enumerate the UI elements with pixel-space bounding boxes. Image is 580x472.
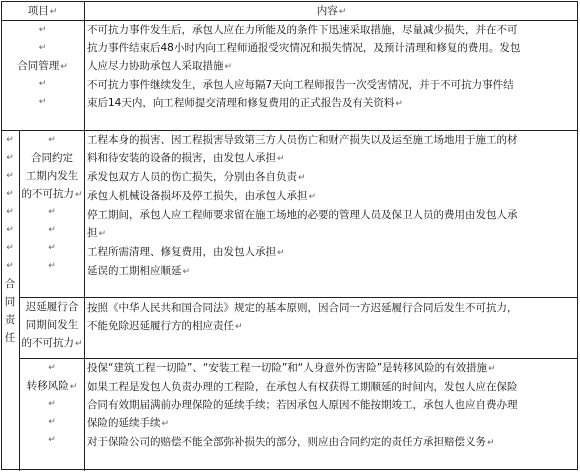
row4-content [87, 359, 577, 452]
paragraph-mark-icon: ↵ [161, 419, 170, 429]
paragraph-mark-icon: ↵ [224, 62, 233, 72]
content-line: 不可抗力事件继续发生，承包人应每隔7天向工程师报告一次受害情况，并于不可抗力事件结 [87, 79, 514, 91]
paragraph-mark-icon: ↵ [38, 97, 47, 107]
paragraph-mark-icon: ↵ [98, 229, 107, 239]
paragraph-mark-icon: ↵ [48, 261, 56, 271]
paragraph-mark-icon: ↵ [488, 364, 496, 374]
column-divider [84, 1, 85, 471]
paragraph-mark-icon: ↵ [48, 135, 56, 145]
row3-label-column [20, 298, 84, 352]
paragraph-mark-icon: ↵ [395, 99, 403, 109]
paragraph-mark-icon: ↵ [48, 399, 56, 409]
paragraph-mark-icon: ↵ [48, 435, 56, 445]
group-label-char: 同 [4, 296, 16, 308]
paragraph-mark-icon: ↵ [6, 171, 14, 181]
row2-content [87, 131, 577, 281]
group-label-column [1, 131, 19, 347]
paragraph-mark-icon: ↵ [74, 339, 83, 349]
paragraph-mark-icon: ↵ [74, 190, 83, 200]
content-line: 延误的工期相应顺延↵ [87, 265, 191, 277]
row1-label: 合同管理↵ [17, 60, 68, 72]
row2-label-line: 的不可抗力↵ [21, 188, 83, 200]
paragraph-mark-icon: ↵ [235, 322, 243, 332]
row3-label-line: 的不可抗力↵ [21, 337, 83, 349]
paragraph-mark-icon: ↵ [6, 153, 14, 163]
paragraph-mark-icon: ↵ [182, 267, 191, 277]
row2-label-column [20, 131, 84, 275]
paragraph-mark-icon: ↵ [48, 363, 56, 373]
content-line: 停工期间，承包人应工程师要求留在施工场地的必要的管理人员及保卫人员的费用由发包人承 [87, 209, 518, 221]
group-label-char: 任 [4, 332, 16, 344]
paragraph-mark-icon: ↵ [6, 225, 14, 235]
group-label-char: 责 [4, 314, 16, 326]
paragraph-mark-icon: ↵ [48, 225, 56, 235]
paragraph-mark-icon: ↵ [298, 173, 306, 183]
paragraph-mark-icon: ↵ [6, 189, 14, 199]
content-line: 投保“建筑工程一切险”、“安装工程一切险”和“人身意外伤害险”是转移风险的有效措施↵ [87, 362, 496, 374]
row3-label-line: 同期间发生 [25, 319, 79, 331]
paragraph-mark-icon: ↵ [277, 248, 285, 258]
content-line: 按照《中华人民共和国合同法》规定的基本原则，因合同一方迟延履行合同后发生不可抗力， [87, 302, 518, 314]
content-line: 保险的延续手续↵ [87, 417, 170, 429]
content-line: 对于保险公司的赔偿不能全部弥补损失的部分，则应由合同约定的责任方承担赔偿义务↵ [87, 436, 495, 448]
paragraph-mark-icon: ↵ [308, 192, 317, 202]
paragraph-mark-icon: ↵ [6, 207, 14, 217]
paragraph-mark-icon: ↵ [69, 382, 78, 392]
content-line: 工程所需清理、修复费用，由发包人承担↵ [87, 246, 285, 258]
content-line: 抗力事件结束后48小时内向工程师通报受灾情况和损失情况，及预计清理和修复的费用。发包 [87, 42, 521, 54]
row4-label-column [20, 359, 84, 449]
content-line: 如果工程是发包人负责办理的工程险，在承包人有权获得工期顺延的时间内，发包人应在保险 [87, 381, 518, 393]
content-line: 束后14天内，向工程师提交清理和修复费用的正式报告及有关资料↵ [87, 97, 403, 109]
paragraph-mark-icon: ↵ [38, 43, 47, 53]
header-item: 项目↵ [27, 5, 58, 17]
paragraph-mark-icon: ↵ [487, 438, 495, 448]
paragraph-mark-icon: ↵ [48, 243, 56, 253]
paragraph-mark-icon: ↵ [60, 62, 68, 72]
row1-content [87, 21, 577, 113]
content-line: 承包人机械设备损坏及停工损失，由承包人承担↵ [87, 190, 317, 202]
content-line: 合同有效期届满前办理保险的延续手续；若因承包人原因不能按期竣工，承包人也应自费办理 [87, 399, 518, 411]
paragraph-mark-icon: ↵ [48, 207, 56, 217]
content-line: 人应尽力协助承包人采取措施↵ [87, 60, 233, 72]
content-line: 不能免除迟延履行方的相应责任↵ [87, 320, 243, 332]
content-line: 工程本身的损害、因工程损害导致第三方人员伤亡和财产损失以及运至施工场地用于施工的材 [87, 134, 518, 146]
content-line: 承发包双方人员的伤亡损失，分别由各自负责↵ [87, 171, 306, 183]
paragraph-mark-icon: ↵ [6, 135, 14, 145]
paragraph-mark-icon: ↵ [338, 7, 347, 17]
paragraph-mark-icon: ↵ [6, 243, 14, 253]
paragraph-mark-icon: ↵ [48, 417, 56, 427]
row2-label-line: 工期内发生 [25, 170, 79, 182]
content-line: 不可抗力事件发生后，承包人应在力所能及的条件下迅速采取措施，尽量减少损失，并在不可 [87, 24, 518, 36]
group-label-char: 合 [4, 278, 16, 290]
header-content: 内容↵ [316, 5, 347, 17]
paragraph-mark-icon: ↵ [38, 79, 47, 89]
row2-label-line: 合同约定 [31, 152, 73, 164]
content-line: 料和待安装的设备的损害，由发包人承担↵ [87, 152, 285, 164]
paragraph-mark-icon: ↵ [49, 7, 58, 17]
row4-label: 转移风险↵ [26, 380, 78, 392]
content-line: 担↵ [87, 227, 107, 239]
row3-content [87, 299, 577, 336]
paragraph-mark-icon: ↵ [277, 154, 285, 164]
row2-divider [19, 297, 578, 298]
paragraph-mark-icon: ↵ [38, 25, 47, 35]
paragraph-mark-icon: ↵ [6, 261, 14, 271]
row3-label-line: 迟延履行合 [25, 301, 79, 313]
row1-label-column [1, 21, 84, 111]
